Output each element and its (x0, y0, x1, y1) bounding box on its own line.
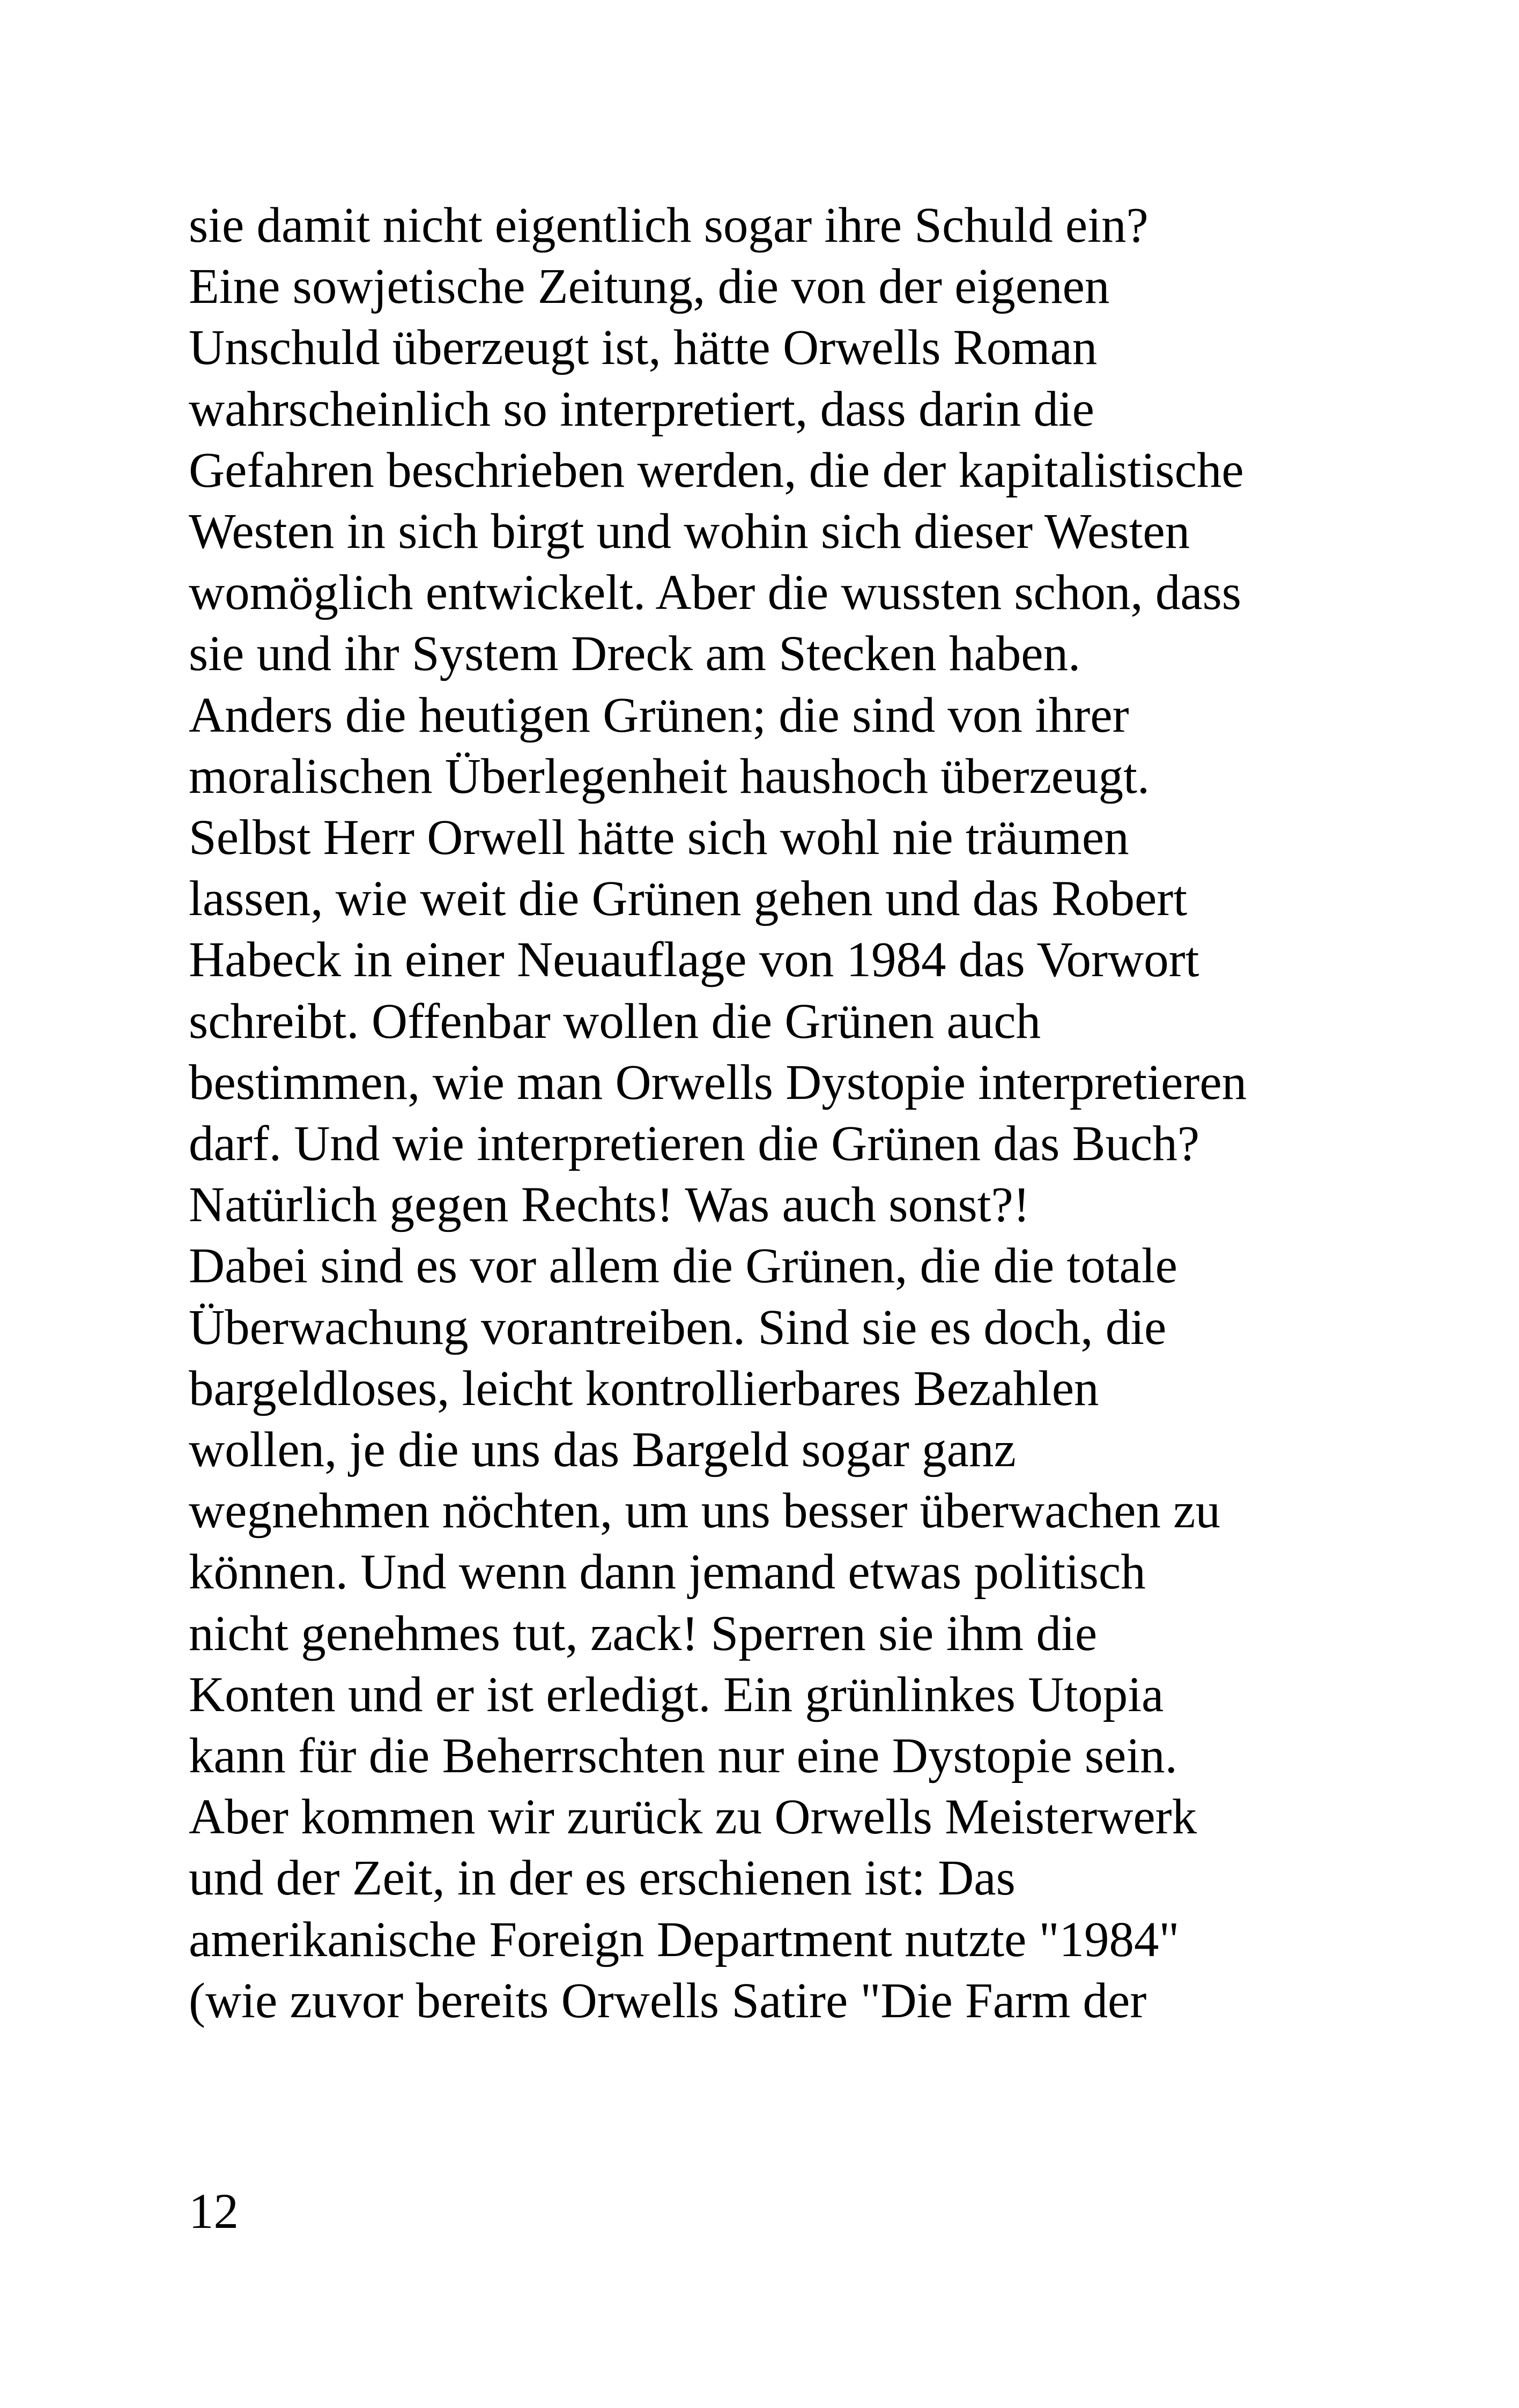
text-line: Aber kommen wir zurück zu Orwells Meisterwerk (189, 1789, 1197, 1845)
text-line: Eine sowjetische Zeitung, die von der eigenen (189, 259, 1110, 315)
page-number: 12 (189, 2184, 239, 2239)
text-line: lassen, wie weit die Grünen gehen und das Robert (189, 871, 1188, 927)
text-line: wahrscheinlich so interpretiert, dass darin die (189, 381, 1094, 437)
text-line: Anders die heutigen Grünen; die sind von ihrer (189, 687, 1129, 743)
text-line: Natürlich gegen Rechts! Was auch sonst?! (189, 1177, 1030, 1233)
text-line: Selbst Herr Orwell hätte sich wohl nie träumen (189, 810, 1129, 866)
text-line: womöglich entwickelt. Aber die wussten schon, dass (189, 565, 1241, 621)
text-line: können. Und wenn dann jemand etwas politisch (189, 1544, 1146, 1600)
text-line: Überwachung vorantreiben. Sind sie es doch, die (189, 1299, 1167, 1355)
text-line: darf. Und wie interpretieren die Grünen das Buch? (189, 1116, 1200, 1172)
text-line: Gefahren beschrieben werden, die der kapitalistische (189, 442, 1244, 498)
text-line: schreibt. Offenbar wollen die Grünen auch (189, 993, 1041, 1049)
text-line: Westen in sich birgt und wohin sich dieser Westen (189, 504, 1190, 560)
text-line: und der Zeit, in der es erschienen ist: Das (189, 1850, 1016, 1906)
text-line: Unschuld überzeugt ist, hätte Orwells Roman (189, 320, 1098, 376)
text-line: sie und ihr System Dreck am Stecken haben. (189, 626, 1081, 682)
text-line: bargeldloses, leicht kontrollierbares Bezahlen (189, 1361, 1099, 1416)
text-line: Konten und er ist erledigt. Ein grünlinkes Utopia (189, 1667, 1164, 1722)
text-line: wollen, je die uns das Bargeld sogar ganz (189, 1422, 1016, 1478)
text-line: (wie zuvor bereits Orwells Satire "Die Farm der (189, 1973, 1147, 2028)
text-line: kann für die Beherrschten nur eine Dystopie sein. (189, 1728, 1177, 1784)
text-line: nicht genehmes tut, zack! Sperren sie ihm die (189, 1606, 1098, 1661)
text-line: wegnehmen nöchten, um uns besser überwachen zu (189, 1483, 1220, 1539)
text-line: moralischen Überlegenheit haushoch überzeugt. (189, 748, 1150, 804)
text-line: bestimmen, wie man Orwells Dystopie interpretieren (189, 1054, 1247, 1110)
body-text (189, 195, 1368, 2032)
text-line: sie damit nicht eigentlich sogar ihre Schuld ein? (189, 198, 1148, 253)
text-line: Dabei sind es vor allem die Grünen, die die totale (189, 1238, 1177, 1294)
text-line: amerikanische Foreign Department nutzte "1984" (189, 1912, 1180, 1967)
text-line: Habeck in einer Neuauflage von 1984 das Vorwort (189, 932, 1199, 988)
